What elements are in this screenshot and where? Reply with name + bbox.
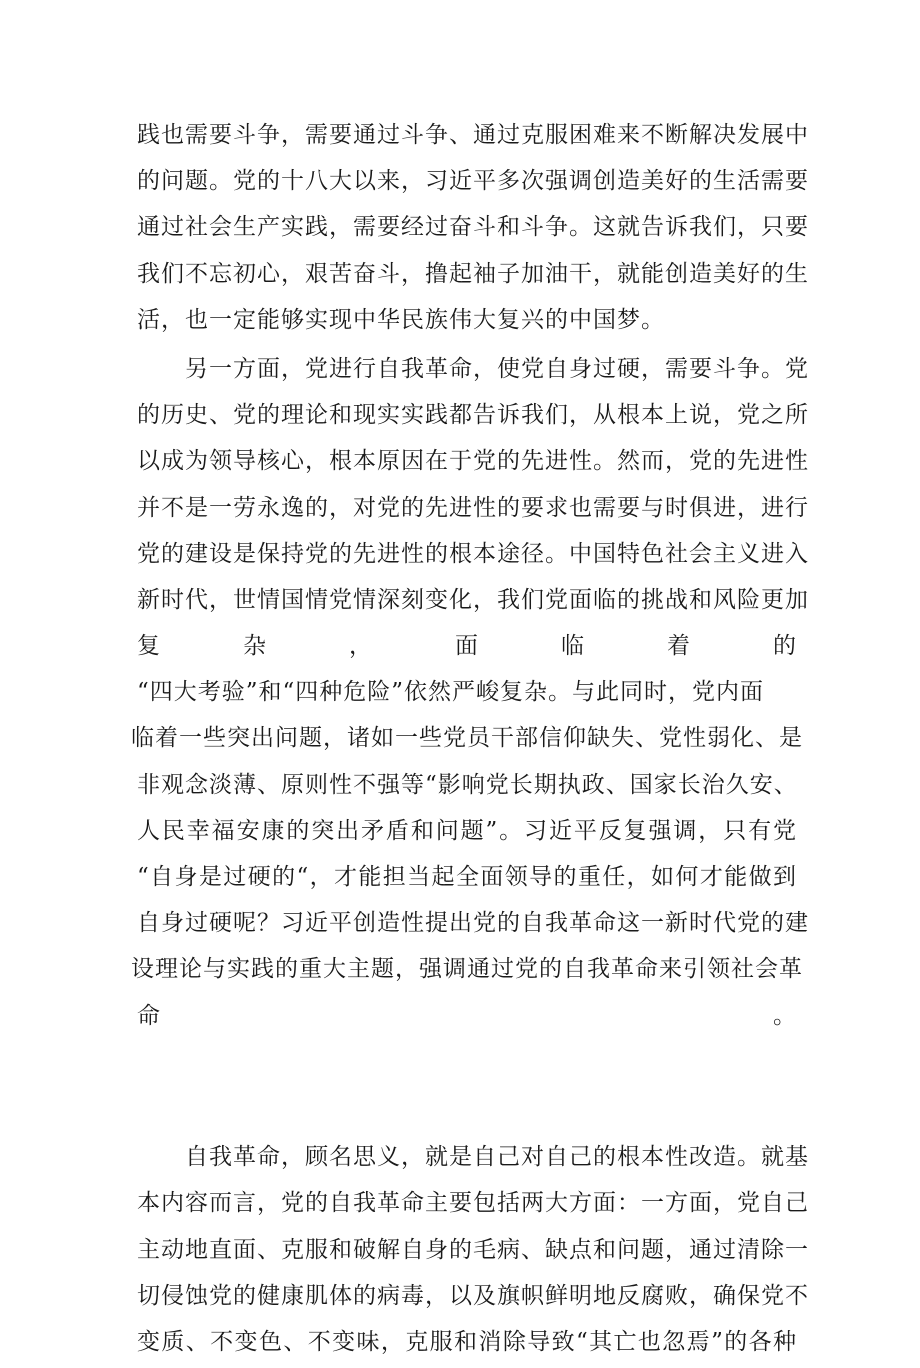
text-line: 临着一些突出问题，诸如一些党员干部信仰缺失、党性弱化、是: [131, 725, 803, 752]
text-line: 我们不忘初心，艰苦奋斗，撸起袖子加油干，就能创造美好的生: [137, 260, 809, 287]
text-line: “四大考验”和“四种危险”依然严峻复杂。与此同时，党内面: [137, 679, 765, 706]
text-line: 的历史、党的理论和现实实践都告诉我们，从根本上说，党之所: [137, 402, 809, 429]
text-line: 人民幸福安康的突出矛盾和问题”。习近平反复强调，只有党: [137, 817, 797, 844]
paragraph-3: [137, 1134, 809, 1365]
text-line: “自身是过硬的“，才能担当起全面领导的重任，如何才能做到: [137, 864, 797, 890]
paragraph-1: [137, 112, 809, 343]
text-line: 通过社会生产实践，需要经过奋斗和斗争。这就告诉我们，只要: [137, 214, 809, 241]
text-line: 非观念淡薄、原则性不强等“影响党长期执政、国家长治久安、: [137, 771, 798, 798]
text-line: 自身过硬呢？习近平创造性提出党的自我革命这一新时代党的建: [137, 910, 809, 937]
paragraph-2: [131, 346, 809, 1131]
text-line: 变质、不变色、不变味，克服和消除导致“其亡也忽焉”的各种: [137, 1328, 797, 1355]
text-line: 本内容而言，党的自我革命主要包括两大方面：一方面，党自己: [137, 1190, 809, 1217]
text-line: 践也需要斗争，需要通过斗争、通过克服困难来不断解决发展中: [137, 122, 809, 148]
text-line: 复杂，面临着的: [137, 633, 797, 660]
text-line: [137, 1039, 797, 1085]
text-line: 活，也一定能够实现中华民族伟大复兴的中国梦。: [137, 306, 665, 333]
text-line: [137, 1085, 797, 1131]
text-line: 自我革命，顾名思义，就是自己对自己的根本性改造。就基: [185, 1144, 809, 1171]
text-line: 主动地直面、克服和破解自身的毛病、缺点和问题，通过清除一: [137, 1236, 809, 1263]
text-line: 切侵蚀党的健康肌体的病毒，以及旗帜鲜明地反腐败，确保党不: [137, 1282, 809, 1309]
text-line: 另一方面，党进行自我革命，使党自身过硬，需要斗争。党: [185, 355, 809, 382]
text-line: 新时代，世情国情党情深刻变化，我们党面临的挑战和风险更加: [137, 586, 809, 613]
text-line: 并不是一劳永逸的，对党的先进性的要求也需要与时俱进，进行: [137, 494, 809, 521]
text-line: 以成为领导核心，根本原因在于党的先进性。然而，党的先进性: [137, 448, 809, 475]
text-line: 命。: [137, 1002, 797, 1029]
text-line: 设理论与实践的重大主题，强调通过党的自我革命来引领社会革: [131, 956, 803, 983]
text-line: 的问题。党的十八大以来，习近平多次强调创造美好的生活需要: [137, 168, 809, 195]
text-line: 党的建设是保持党的先进性的根本途径。中国特色社会主义进入: [137, 540, 809, 567]
document-body: [131, 112, 809, 1368]
